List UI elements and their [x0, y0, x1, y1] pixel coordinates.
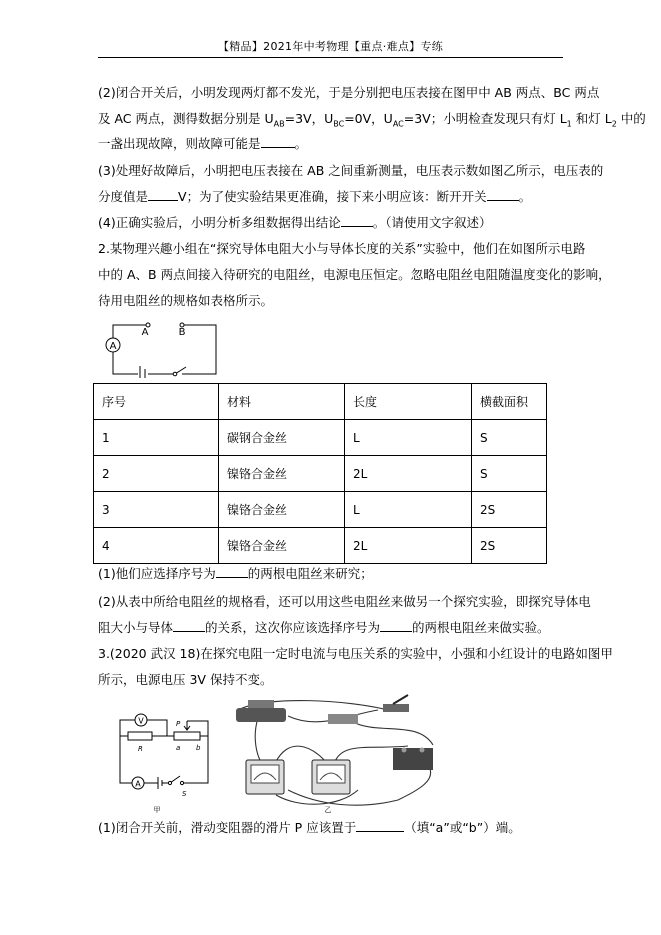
q2-sub2-line1: (2)从表中所给电阻丝的规格看，还可以用这些电阻丝来做另一个探究实验，即探究导体电 — [98, 594, 591, 609]
table-header: 横截面积 — [472, 384, 547, 420]
q3-intro-line2: 所示，电源电压 3V 保持不变。 — [98, 672, 273, 687]
table-row — [94, 456, 547, 492]
q1-part3-line2: 分度值是 V；为了使实验结果更准确，接下来小明应该：断开开关 。 — [98, 189, 532, 204]
ammeter-label: A — [135, 779, 141, 789]
table-row — [94, 528, 547, 564]
rheostat-icon — [236, 708, 286, 722]
table-row — [94, 492, 547, 528]
q3-intro-line1: 3.(2020 武汉 18)在探究电阻一定时电流与电压关系的实验中，小强和小红设计的电路如图甲 — [98, 646, 613, 661]
table-cell: 镍铬合金丝 — [219, 456, 345, 492]
table-header-row — [94, 384, 547, 420]
table-cell: 2L — [345, 528, 472, 564]
switch-pivot — [173, 372, 177, 376]
slider-position-blank[interactable] — [356, 819, 404, 832]
q3-circuit-schematic — [112, 705, 217, 815]
table-cell: 2S — [472, 492, 547, 528]
q2-circuit-diagram — [98, 318, 228, 378]
q2-sub1-blank[interactable] — [216, 565, 248, 578]
switch-pivot — [168, 781, 171, 784]
figure-jia-caption: 甲 — [153, 806, 161, 814]
q2-sub1: (1)他们应选择序号为 的两根电阻丝来研究； — [98, 566, 373, 581]
table-row — [94, 420, 547, 456]
table-cell: S — [472, 420, 547, 456]
q1-part4-line1: (4)正确实验后，小明分析多组数据得出结论 。（请使用文字叙述） — [98, 215, 492, 230]
q1-part2-line3: 一盏出现故障，则故障可能是 。 — [98, 136, 308, 151]
battery-box-icon — [393, 748, 433, 770]
table-cell: S — [472, 456, 547, 492]
end-b-label: b — [196, 744, 201, 752]
table-cell: 3 — [94, 492, 219, 528]
point-b-label: B — [178, 327, 186, 338]
q2-intro-line3: 待用电阻丝的规格如表格所示。 — [98, 293, 274, 308]
table-cell: 4 — [94, 528, 219, 564]
table-cell: 2 — [94, 456, 219, 492]
q3-apparatus-photo — [228, 690, 448, 815]
q1-part2-line1: (2)闭合开关后，小明发现两灯都不发光，于是分别把电压表接在图甲中 AB 两点、BC 两点 — [98, 85, 600, 100]
table-cell: 1 — [94, 420, 219, 456]
next-step-blank[interactable] — [487, 188, 519, 201]
page-header: 【精品】2021年中考物理【重点·难点】专练 — [98, 38, 563, 58]
end-a-label: a — [176, 744, 181, 752]
table-cell: 2L — [345, 456, 472, 492]
q2-factor-blank[interactable] — [173, 619, 205, 632]
q3-sub1: (1)闭合开关前，滑动变阻器的滑片 P 应该置于 （填“a”或“b”）端。 — [98, 820, 521, 835]
slider-label: P — [176, 720, 181, 728]
q2-intro-line1: 2.某物理兴趣小组在“探究导体电阻大小与导体长度的关系”实验中，他们在如图所示电路 — [98, 241, 586, 256]
point-a-label: A — [141, 327, 149, 338]
table-cell: L — [345, 420, 472, 456]
division-blank[interactable] — [148, 188, 178, 201]
resistance-wire-table — [93, 383, 547, 564]
q1-part3-line1: (3)处理好故障后，小明把电压表接在 AB 之间重新测量，电压表示数如图乙所示，电压表的 — [98, 163, 604, 178]
table-cell: L — [345, 492, 472, 528]
resistor-label: R — [138, 745, 143, 753]
switch-contact — [180, 781, 183, 784]
table-header: 序号 — [94, 384, 219, 420]
table-header: 材料 — [219, 384, 345, 420]
switch-icon — [383, 704, 409, 712]
switch-label: S — [182, 790, 187, 798]
table-cell: 镍铬合金丝 — [219, 528, 345, 564]
table-cell: 镍铬合金丝 — [219, 492, 345, 528]
q2-intro-line2: 中的 A、B 两点间接入待研究的电阻丝，电源电压恒定。忽略电阻丝电阻随温度变化的影响， — [98, 267, 611, 282]
ammeter-label: A — [109, 341, 117, 352]
table-cell: 2S — [472, 528, 547, 564]
q2-sub2-index-blank[interactable] — [380, 619, 412, 632]
resistor-icon — [328, 714, 358, 724]
q2-sub2-line2: 阻大小与导体 的关系，这次你应该选择序号为 的两根电阻丝来做实验。 — [98, 620, 550, 635]
fault-blank[interactable] — [261, 135, 295, 148]
conclusion-blank[interactable] — [341, 214, 373, 227]
table-header: 长度 — [345, 384, 472, 420]
voltmeter-label: V — [138, 716, 144, 726]
table-cell: 碳钢合金丝 — [219, 420, 345, 456]
figure-yi-caption: 乙 — [324, 806, 332, 814]
q1-part2-line2: 及 AC 两点，测得数据分别是 $U_{AB}=3V$，$U_{BC}=0V$，$U_{AC}=3V$；小明检查发现只有灯 $L_1$ 和灯 $L_2$ 中的 — [98, 111, 646, 129]
